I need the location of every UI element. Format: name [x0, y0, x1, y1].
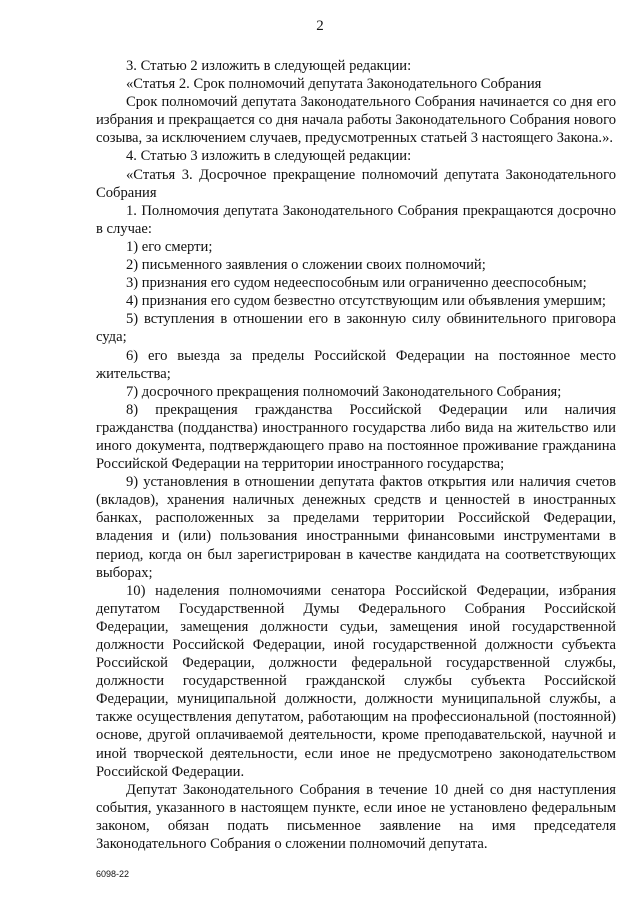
paragraph-article-3-amendment: 4. Статью 3 изложить в следующей редакции: [126, 148, 412, 165]
list-item-4: 4) признания его судом безвестно отсутствующим или объявления умершим; [126, 293, 606, 310]
list-item-2: 2) письменного заявления о сложении своих полномочий; [126, 257, 486, 274]
list-item-6: 6) его выезда за пределы Российской Федерации на постоянное место жительства; [96, 347, 616, 382]
footer-code: 6098-22 [96, 869, 130, 879]
paragraph-article-3-title: «Статья 3. Досрочное прекращение полномочий депутата Законодательного Собрания [96, 166, 616, 201]
paragraph-article-2-title: «Статья 2. Срок полномочий депутата Законодательного Собрания [126, 76, 542, 93]
list-item-1: 1) его смерти; [126, 238, 213, 255]
paragraph-part-1: 1. Полномочия депутата Законодательного Собрания прекращаются досрочно в случае: [96, 202, 616, 237]
list-item-9: 9) установления в отношении депутата фактов открытия или наличия счетов (вкладов), хранения наличных денежных средств и ценностей в иностранных банках, расположенных за пределами территории Российской Федерации, владения и (или) пользования иностранными финансовыми инструментами в период, когда он был зарегистрирован в качестве кандидата на соответствующих выборах; [96, 474, 616, 581]
list-item-10: 10) наделения полномочиями сенатора Российской Федерации, избрания депутатом Государственной Думы Федерального Собрания Российской Федерации, замещения должности судьи, замещения иной государственной должности Российской Федерации, иной государственной должности субъекта Российской Федерации, должности федеральной государственной службы, должности государственной гражданской службы субъекта Российской Федерации, муниципальной должности, должности муниципальной службы, а также осуществления депутатом, работающим на профессиональной (постоянной) основе, другой оплачиваемой деятельности, кроме преподавательской, научной и иной творческой деятельности, если иное не предусмотрено законодательством Российской Федерации. [96, 582, 616, 780]
list-item-7: 7) досрочного прекращения полномочий Законодательного Собрания; [126, 383, 562, 400]
list-item-8: 8) прекращения гражданства Российской Федерации или наличия гражданства (подданства) иностранного государства либо вида на жительство или иного документа, подтверждающего право на постоянное проживание гражданина Российской Федерации на территории иностранного государства; [96, 401, 616, 473]
paragraph-article-2-amendment: 3. Статью 2 изложить в следующей редакции: [126, 58, 412, 74]
list-item-5: 5) вступления в отношении его в законную силу обвинительного приговора суда; [96, 311, 616, 346]
list-item-3: 3) признания его судом недееспособным или ограниченно дееспособным; [126, 275, 587, 292]
paragraph-article-2-text: Срок полномочий депутата Законодательного Собрания начинается со дня его избрания и прекращается со дня начала работы Законодательного Собрания нового созыва, за исключением случаев, предусмотренных статьей 3 настоящего Закона.». [96, 94, 616, 147]
page-number: 2 [316, 18, 324, 34]
paragraph-deputy-obligation: Депутат Законодательного Собрания в течение 10 дней со дня наступления события, указанного в настоящем пункте, если иное не установлено федеральным законом, обязан подать письменное заявление на имя председателя Законодательного Собрания о сложении полномочий депутата. [96, 781, 616, 853]
document-body [96, 57, 616, 853]
